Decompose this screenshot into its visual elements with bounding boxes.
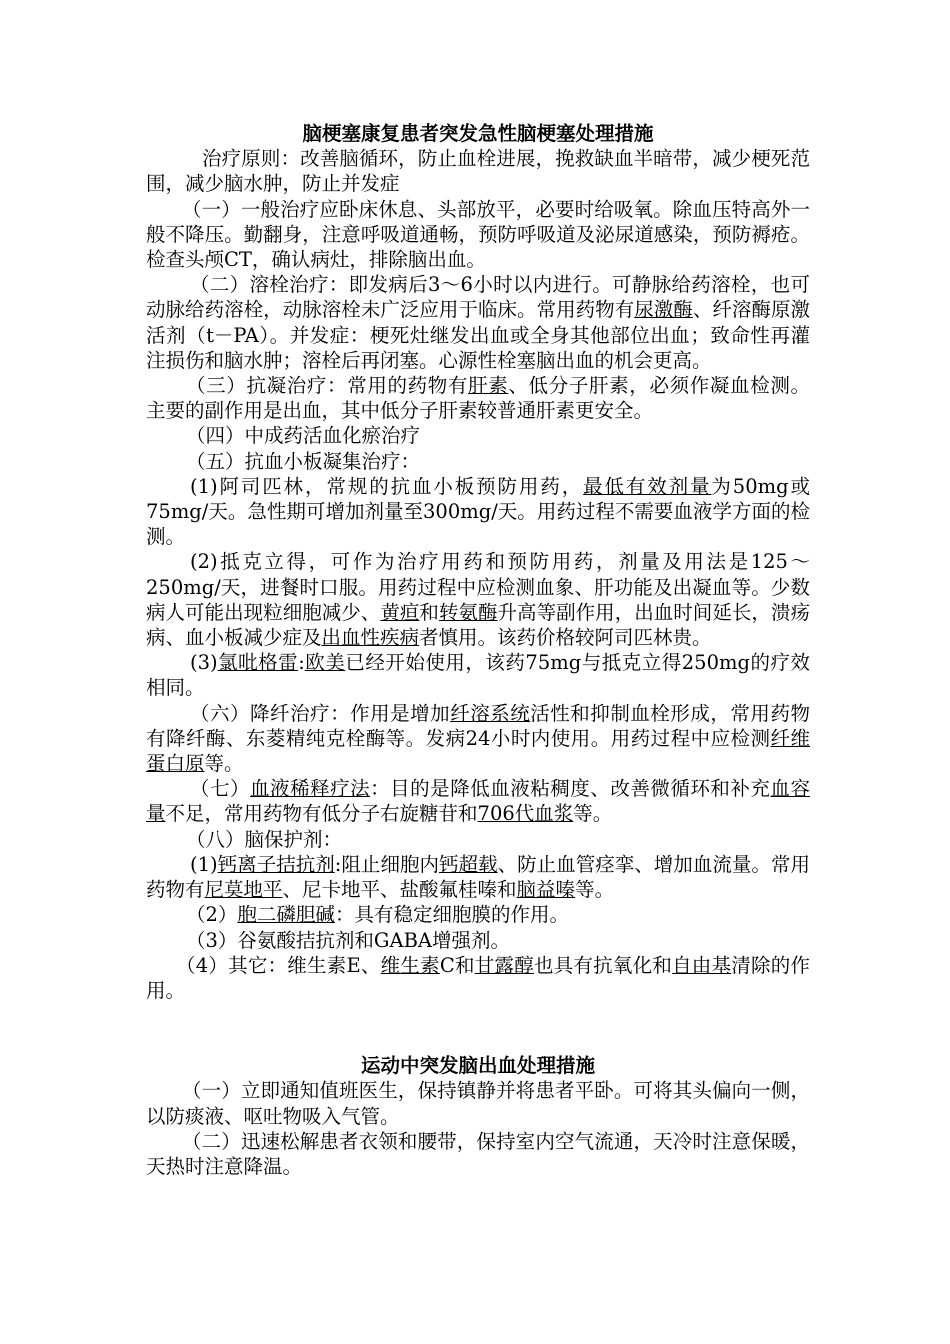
paragraph-other-agents: （4）其它：维生素E、维生素C和甘露醇也具有抗氧化和自由基清除的作用。 [146, 953, 810, 1002]
link-transaminase[interactable]: 转氨酶 [438, 600, 498, 624]
document-body [146, 121, 810, 1179]
section1-title: 脑梗塞康复患者突发急性脑梗塞处理措施 [302, 122, 654, 145]
link-heparin[interactable]: 肝素 [468, 374, 509, 398]
paragraph-notify-doctor: （一）立即通知值班医生，保持镇静并将患者平卧。可将其头偏向一侧，以防痰液、呕吐物吸入气管。 [146, 1079, 810, 1128]
link-urokinase[interactable]: 尿激酶 [634, 298, 693, 322]
paragraph-general-treatment: （一）一般治疗应卧床休息、头部放平，必要时给吸氧。除血压特高外一般不降压。勤翻身，注意呼吸道通畅，预防呼吸道及泌尿道感染，预防褥疮。检查头颅CT，确认病灶，排除脑出血。 [146, 197, 810, 272]
paragraph-defibrination: （六）降纤治疗：作用是增加纤溶系统活性和抑制血栓形成，常用药物有降纤酶、东菱精纯克栓酶等。发病24小时内使用。用药过程中应检测纤维蛋白原等。 [146, 701, 810, 776]
link-clopidogrel[interactable]: 氯吡格雷 [217, 651, 299, 675]
paragraph-thrombolysis: （二）溶栓治疗：即发病后3～6小时以内进行。可静脉给药溶栓，也可动脉给药溶栓，动脉溶栓未广泛应用于临床。常用药物有尿激酶、纤溶酶原激活剂（t－PA）。并发症：梗死灶继发出血或全身其他部位出血；致命性再灌注损伤和脑水肿；溶栓后再闭塞。心源性栓塞脑出血的机会更高。 [146, 273, 810, 372]
link-706-plasma[interactable]: 706代血浆 [477, 802, 574, 826]
section-spacer [146, 1003, 810, 1053]
link-fibrinogen[interactable]: 纤维蛋白原 [146, 726, 810, 776]
paragraph-hemodilution: （七）血液稀释疗法：目的是降低血液粘稠度、改善微循环和补充血容量不足，常用药物有低分子右旋糖苷和706代血浆等。 [146, 777, 810, 826]
paragraph-glutamate-antagonist: （3）谷氨酸拮抗剂和GABA增强剂。 [186, 928, 510, 952]
link-nimodipine[interactable]: 尼莫地平 [204, 878, 283, 902]
paragraph-aspirin: (1)阿司匹林，常规的抗血小板预防用药，最低有效剂量为50mg或75mg/天。急性期可增加剂量至300mg/天。用药过程不需要血液学方面的检测。 [146, 474, 810, 549]
link-cinnarizine[interactable]: 脑益嗪 [516, 878, 576, 902]
link-min-effective-dose[interactable]: 最低有效剂量 [583, 474, 712, 498]
link-bleeding-disorder[interactable]: 出血性疾病 [321, 626, 420, 650]
link-fibrinolytic-system[interactable]: 纤溶系统 [450, 701, 531, 725]
link-calcium-overload[interactable]: 钙超载 [439, 852, 498, 876]
paragraph-neuroprotection: （八）脑保护剂： [186, 827, 343, 851]
link-vitamin[interactable]: 维生素 [380, 953, 440, 977]
paragraph-loosen-clothing: （二）迅速松解患者衣领和腰带，保持室内空气流通，天冷时注意保暖，天热时注意降温。 [146, 1129, 810, 1178]
link-hemodilution[interactable]: 血液稀释疗法 [250, 777, 371, 801]
link-blood-volume[interactable]: 血容量 [146, 777, 810, 826]
section2-title: 运动中突发脑出血处理措施 [360, 1054, 595, 1078]
paragraph-calcium-antagonist: (1)钙离子拮抗剂:阻止细胞内钙超载、防止血管痉挛、增加血流量。常用药物有尼莫地平、尼卡地平、盐酸氟桂嗪和脑益嗪等。 [146, 852, 810, 902]
link-calcium-antagonist[interactable]: 钙离子拮抗剂 [217, 852, 335, 876]
link-jaundice[interactable]: 黄疸 [380, 600, 420, 624]
paragraph-ticlopidine: (2)抵克立得，可作为治疗用药和预防用药，剂量及用法是125～250mg/天，进餐时口服。用药过程中应检测血象、肝功能及出凝血等。少数病人可能出现粒细胞减少、黄疸和转氨酶升高等副作用，出血时间延长，溃疡病、血小板减少症及出血性疾病者慎用。该药价格较阿司匹林贵。 [146, 550, 810, 650]
link-citicoline[interactable]: 胞二磷胆碱 [237, 903, 335, 927]
link-europe-america[interactable]: 欧美 [304, 651, 346, 675]
link-free-radical[interactable]: 自由基 [672, 953, 732, 977]
paragraph-tcm: （四）中成药活血化瘀治疗 [186, 424, 421, 448]
paragraph-antiplatelet: （五）抗血小板凝集治疗： [186, 449, 421, 473]
treatment-principle: 治疗原则：改善脑循环，防止血栓进展，挽救缺血半暗带，减少梗死范围，减少脑水肿，防止并发症 [146, 147, 810, 196]
paragraph-anticoagulation: （三）抗凝治疗：常用的药物有肝素、低分子肝素，必须作凝血检测。主要的副作用是出血，其中低分子肝素较普通肝素更安全。 [146, 374, 810, 423]
paragraph-clopidogrel: (3)氯吡格雷:欧美已经开始使用，该药75mg与抵克立得250mg的疗效相同。 [146, 651, 810, 700]
link-mannitol[interactable]: 甘露醇 [474, 953, 534, 977]
paragraph-citicoline: （2）胞二磷胆碱：具有稳定细胞膜的作用。 [186, 903, 569, 927]
